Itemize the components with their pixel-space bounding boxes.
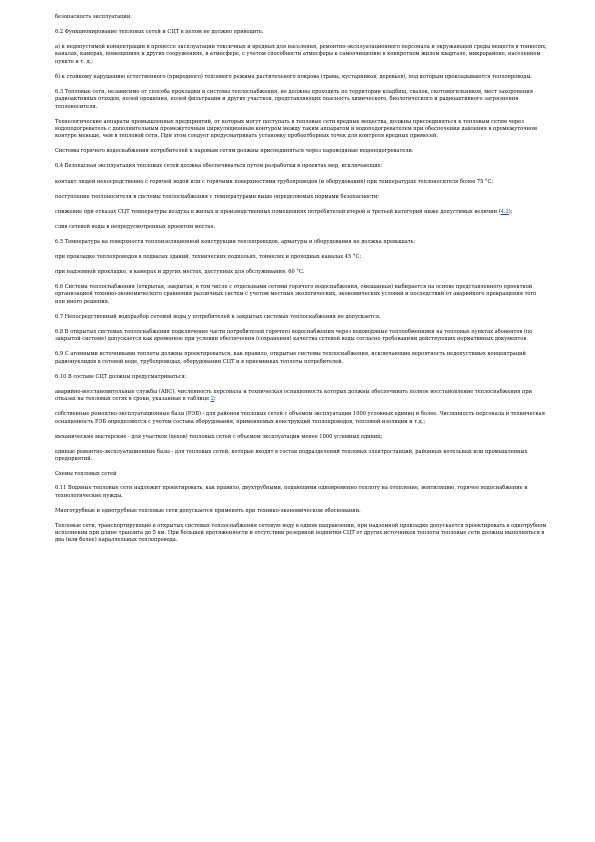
section-heading-6-2: 6.2 Функционирование тепловых сетей и СЦТ в целом не должно приводить: [55,29,264,36]
paragraph: единые ремонтно-эксплуатационные базы - для тепловых сетей, которые входят в состав подразделений тепловых электростанций, районных котельных или промышленных предприятий. [55,448,528,463]
paragraph: механические мастерские - для участков (цехов) тепловых сетей с объемом эксплуатации менее 1000 условных единиц; [55,433,383,440]
section-6-4: 6.4 Безопасная эксплуатация тепловых сетей должна обеспечиваться путем разработки в проектах мер, исключающих: [55,163,383,170]
paragraph-text: снижение при отказах СЦТ температуры воздуха в жилых и производственных помещениях потребителей второй и третьей категорий ниже допустимых величин ( [55,208,501,215]
reference-link-4-2[interactable]: 4.2 [500,208,509,215]
section-6-6: 6.6 Система теплоснабжения (открытая, закрытая, в том числе с отдельными сетями горячего водоснабжения, смешанная) выбирается на основе представленного проектной организацией технико-экономического сравнения различных систем с учетом местных экологических, экономических условий и последствий от аварийного прекращения того или иного решения. [55,284,537,305]
paragraph: Многотрубные и однотрубные тепловые сети допускается применять при технико-экономическом обосновании. [55,507,361,514]
paragraph: слив сетевой воды в непредусмотренных проектом местах. [55,223,215,230]
reference-link-table-2[interactable]: 2 [210,396,214,403]
paragraph: Тепловые сети, транспортирующие в открытых системах теплоснабжения сетевую воду в одном направлении, при надземной прокладке допускается проектировать в однотрубном исполнении при длине транзита до 5 км. При большей протяженности и отсутствии резервной подпитки СЦТ от других источников теплоты тепловые сети должны выполняться в два (или более) параллельных теплопровода. [55,522,547,544]
section-6-11: 6.11 Водяные тепловые сети надлежит проектировать, как правило, двухтрубными, подающими одновременно теплоту на отопление, вентиляцию, горячее водоснабжение и технологические нужды. [55,485,528,499]
paragraph: Технологические аппараты промышленных предприятий, от которых могут поступать в тепловые сети вредные вещества, должны присоединяться к тепловым сетям через водоподогреватель с дополнительным промежуточным циркуляционным контуром между таким аппаратом и водоподогревателем при обеспечении давления в промежуточном контуре меньше, чем в тепловой сети. При этом следует предусматривать установку пробоотборных точек для контроля вредных примесей. [55,118,538,140]
paragraph-with-link [55,209,547,216]
paragraph: а) к недопустимой концентрации в процессе эксплуатации токсичных и вредных для населения, ремонтно-эксплуатационного персонала и окружающей среды веществ в тоннелях, каналах, камерах, помещениях и других сооружениях, в атмосфере, с учетом способности атмосферы к самоочищению в конкретном жилом квартале, микрорайоне, населенном пункте и т. д.; [55,44,547,65]
section-6-10: 6.10 В составе СЦТ должны предусматриваться: [55,373,187,380]
section-6-3: 6.3 Тепловые сети, независимо от способа прокладки и системы теплоснабжения, не должны проходить по территории кладбищ, свалок, скотомогильников, мест захоронения радиоактивных отходов, полей орошения, полей фильтрации и других участков, представляющих опасность химического, биологического и радиоактивного загрязнения теплоносителя. [55,88,533,110]
paragraph: при надземной прокладке, в камерах и других местах, доступных для обслуживания, 60 °С. [55,269,305,276]
paragraph: Системы горячего водоснабжения потребителей к паровым сетям должны присоединяться через пароводяные водоподогреватели. [55,148,414,155]
section-6-5: 6.5 Температура на поверхности теплоизоляционной конструкции теплопроводов, арматуры и оборудования не должна превышать: [55,238,416,245]
paragraph: при прокладке теплопроводов в подвалах зданий, технических подпольях, тоннелях и проходных каналах 45 °С; [55,254,362,260]
section-6-8: 6.8 В открытых системах теплоснабжения подключение части потребителей горячего водоснабжения через водоводяные теплообменники на тепловых пунктах абонентов (по закрытой системе) допускается как временное при условии обеспечения (сохранения) качества сетевой воды согласно требованиям действующих нормативных документов. [55,328,533,343]
subsection-heading: Схемы тепловых сетей [55,471,117,478]
paragraph: б) к стойкому нарушению естественного (природного) теплового режима растительного покрова (травы, кустарников, деревьев), под которым прокладываются теплопроводы. [55,73,532,80]
paragraph: безопасность эксплуатации. [55,14,132,20]
paragraph-text-end: ; [214,396,216,403]
paragraph: собственные ремонтно-эксплуатационные базы (РЭБ) - для районов тепловых сетей с объемом эксплуатации 1000 условных единиц и более. Численность персонала и техническая оснащенность РЭБ определяются с учетом состава оборудования, применяемых конструкций теплопроводов, тепловой изоляции и т.д.; [55,411,545,425]
paragraph-text-end: ); [508,208,513,215]
section-6-7: 6.7 Непосредственный водоразбор сетевой воды у потребителей в закрытых системах теплоснабжения не допускается. [55,313,381,320]
paragraph: контакт людей непосредственно с горячей водой или с горячими поверхностями трубопроводов (и оборудования) при температурах теплоносителя более 75 °С; [55,178,494,185]
paragraph: поступление теплоносителя в системы теплоснабжения с температурами выше определяемых нормами безопасности; [55,193,379,200]
document-page [55,14,547,552]
paragraph-with-link [55,389,547,404]
paragraph-text: аварийно-восстановительные службы (АВС), численность персонала и техническая оснащенность которых должны обеспечивать полное восстановление теплоснабжения при отказах на тепловых сетях в сроки, указанные в таблице [55,388,533,403]
section-6-9: 6.9 С атомными источниками теплоты должны проектироваться, как правило, открытые системы теплоснабжения, исключающие вероятность недопустимых концентраций радионуклидов в сетевой воде, трубопроводах, оборудовании СЦТ и в приемниках теплоты потребителей. [55,351,526,365]
